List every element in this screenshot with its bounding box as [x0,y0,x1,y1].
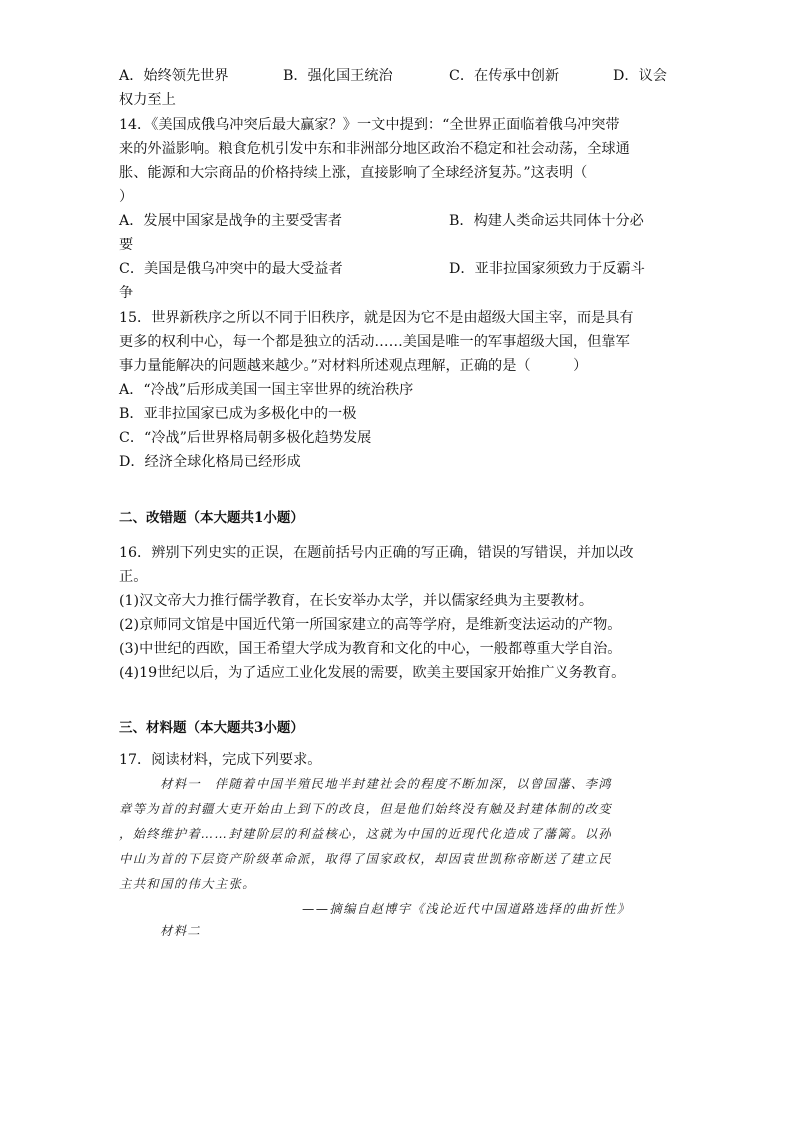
q16-item-1: (1)汉文帝大力推行儒学教育，在长安举办太学，并以儒家经典为主要教材。 [119,593,594,609]
q17-material-1-line-4: 中山为首的下层资产阶级革命派，取得了国家政权，却因袁世凯称帝断送了建立民 [119,852,613,866]
q15-stem-line-3: 事力量能解决的问题越来越少。”对材料所述观点理解，正确的是（ ） [119,358,588,374]
q14-option-b-continued: 要 [119,237,134,253]
q14-option-a: A．发展中国家是战争的主要受害者 [119,213,343,229]
q17-material-2-label: 材料二 [160,924,202,938]
section-2-heading: 二、改错题（本大题共1小题） [119,510,304,526]
q14-stem-line-1: 14．《美国成俄乌冲突后最大赢家？》一文中提到：“全世界正面临着俄乌冲突带 [119,117,620,133]
q14-option-d: D．亚非拉国家须致力于反霸斗 [449,261,645,277]
q15-option-d: D．经济全球化格局已经形成 [119,454,301,470]
q14-option-b: B．构建人类命运共同体十分必 [449,213,644,229]
q17-material-1-line-3: ，始终维护着……封建阶层的利益核心，这就为中国的近现代化造成了藩篱。以孙 [119,827,613,841]
q17-material-1-line-2: 章等为首的封疆大吏开始由上到下的改良，但是他们始终没有触及封建体制的改变 [119,802,613,816]
q15-stem-line-2: 更多的权利中心，每一个都是独立的活动……美国是唯一的军事超级大国，但靠军 [119,334,630,350]
q14-stem-line-4: ） [119,189,134,205]
q16-item-2: (2)京师同文馆是中国近代第一所国家建立的高等学府，是维新变法运动的产物。 [119,617,622,633]
q13-option-d: D．议会 [613,68,667,84]
q17-material-1-source: ——摘编自赵博宇《浅论近代中国道路选择的曲折性》 [302,902,631,916]
q15-option-b: B．亚非拉国家已成为多极化中的一极 [119,406,357,422]
q16-stem-line-1: 16．辨别下列史实的正误，在题前括号内正确的写正确，错误的写错误，并加以改 [119,545,634,561]
q15-option-c: C．“冷战”后世界格局朝多极化趋势发展 [119,430,372,446]
q17-intro: 17．阅读材料，完成下列要求。 [119,752,322,768]
q16-item-3: (3)中世纪的西欧，国王希望大学成为教育和文化的中心，一般都尊重大学自治。 [119,641,622,657]
q17-material-1-line-5: 主共和国的伟大主张。 [119,877,256,891]
q14-stem-line-2: 来的外溢影响。粮食危机引发中东和非洲部分地区政治不稳定和社会动荡，全球通 [119,141,630,157]
q13-option-b: B．强化国王统治 [283,68,393,84]
q16-item-4: (4)19世纪以后，为了适应工业化发展的需要，欧美主要国家开始推广义务教育。 [119,665,626,681]
q13-option-a: A．始终领先世界 [119,68,229,84]
q15-stem-line-1: 15．世界新秩序之所以不同于旧秩序，就是因为它不是由超级大国主宰，而是具有 [119,310,634,326]
q14-option-d-continued: 争 [119,285,134,301]
q15-option-a: A．“冷战”后形成美国一国主宰世界的统治秩序 [119,382,414,398]
q13-option-d-continued: 权力至上 [119,92,176,108]
section-3-heading: 三、材料题（本大题共3小题） [119,720,304,736]
q16-stem-line-2: 正。 [119,569,148,585]
q17-material-1-line-1: 材料一 伴随着中国半殖民地半封建社会的程度不断加深，以曾国藩、李鸿 [160,777,612,791]
q14-stem-line-3: 胀、能源和大宗商品的价格持续上涨，直接影响了全球经济复苏。”这表明（ [119,165,588,181]
q13-option-c: C．在传承中创新 [449,68,560,84]
q14-option-c: C．美国是俄乌冲突中的最大受益者 [119,261,343,277]
